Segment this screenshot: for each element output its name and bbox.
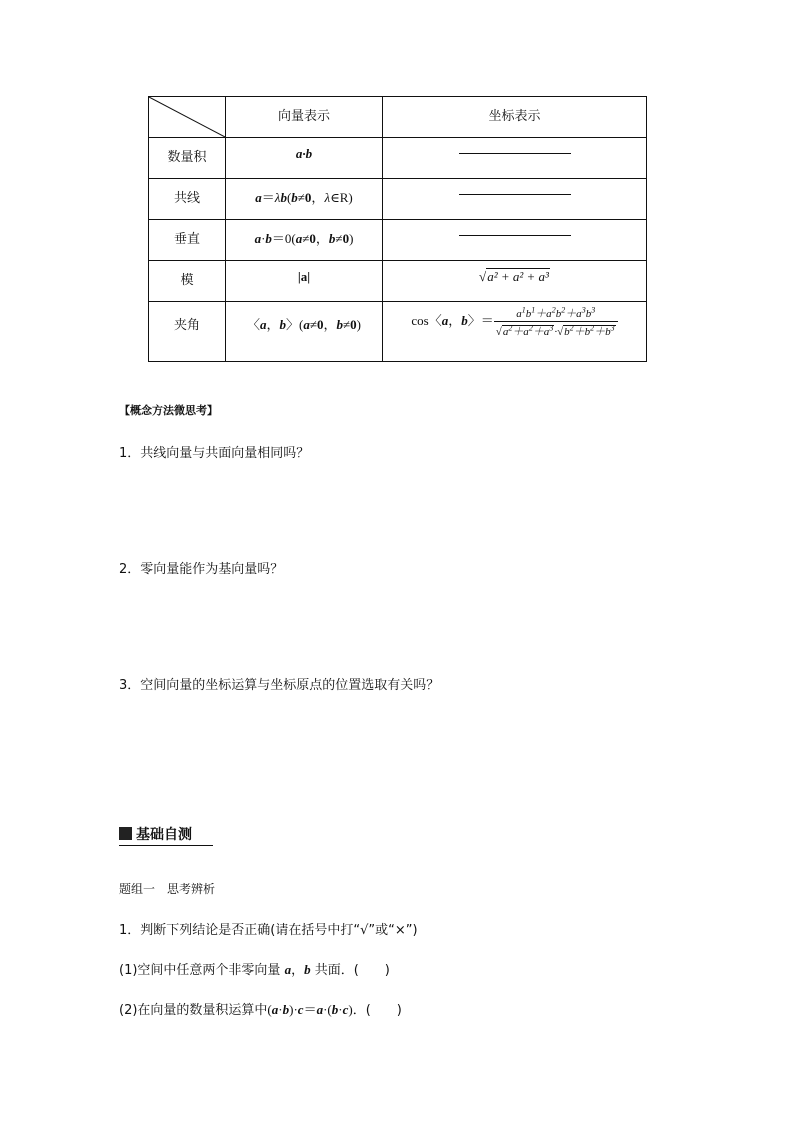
section-underline	[119, 845, 213, 846]
row-label-angle: 夹角	[149, 302, 226, 362]
question-3: 3．空间向量的坐标运算与坐标原点的位置选取有关吗？	[119, 678, 440, 693]
row-label-collinear: 共线	[149, 179, 226, 220]
vector-table	[148, 96, 647, 362]
exercise-intro: 1．判断下列结论是否正确(请在括号中打“√”或“×”)	[119, 923, 418, 938]
row-label-perpendicular: 垂直	[149, 220, 226, 261]
modulus-vector: |a|	[226, 261, 383, 302]
exercise-item-2: (2)在向量的数量积运算中(a·b)·c＝a·(b·c)．( )	[119, 1002, 402, 1018]
dot-product-vector: a·b	[226, 138, 383, 179]
header-coordinate-representation: 坐标表示	[383, 97, 647, 138]
section-title: 基础自测	[136, 827, 192, 843]
question-2: 2．零向量能作为基向量吗？	[119, 562, 284, 577]
group-title: 题组一 思考辨析	[119, 882, 216, 896]
concept-title: 【概念方法微思考】	[119, 404, 218, 417]
dot-product-coord-blank	[383, 138, 647, 179]
perpendicular-vector: a·b＝0(a≠0，b≠0)	[226, 220, 383, 261]
section-header	[119, 824, 192, 844]
modulus-coord: √a² + a² + a³	[383, 261, 647, 302]
exercise-item-1: (1)空间中任意两个非零向量 a，b 共面．( )	[119, 962, 390, 978]
angle-fraction: $\frac{a^1b^1+a^2b^2+a^3b^3}{√a^2+a^2+a^3\cdot√b^2+b^2+b^3}$	[494, 305, 618, 339]
header-vector-representation: 向量表示	[226, 97, 383, 138]
perpendicular-coord-blank	[383, 220, 647, 261]
angle-coord: cos〈a，b〉＝ $\frac{a^1b^1+a^2b^2+a^3b^3}{√a^2+a^2+a^3\cdot√b^2+b^2+b^3}$	[383, 302, 647, 362]
angle-vector: 〈a，b〉(a≠0，b≠0)	[226, 302, 383, 362]
collinear-coord-blank	[383, 179, 647, 220]
row-label-dot-product: 数量积	[149, 138, 226, 179]
diagonal-header-cell	[149, 97, 226, 138]
row-label-modulus: 模	[149, 261, 226, 302]
diagonal-line-icon	[149, 97, 225, 137]
question-1: 1．共线向量与共面向量相同吗？	[119, 446, 310, 461]
collinear-vector: a＝λb(b≠0，λ∈R)	[226, 179, 383, 220]
section-square-icon	[119, 827, 132, 840]
